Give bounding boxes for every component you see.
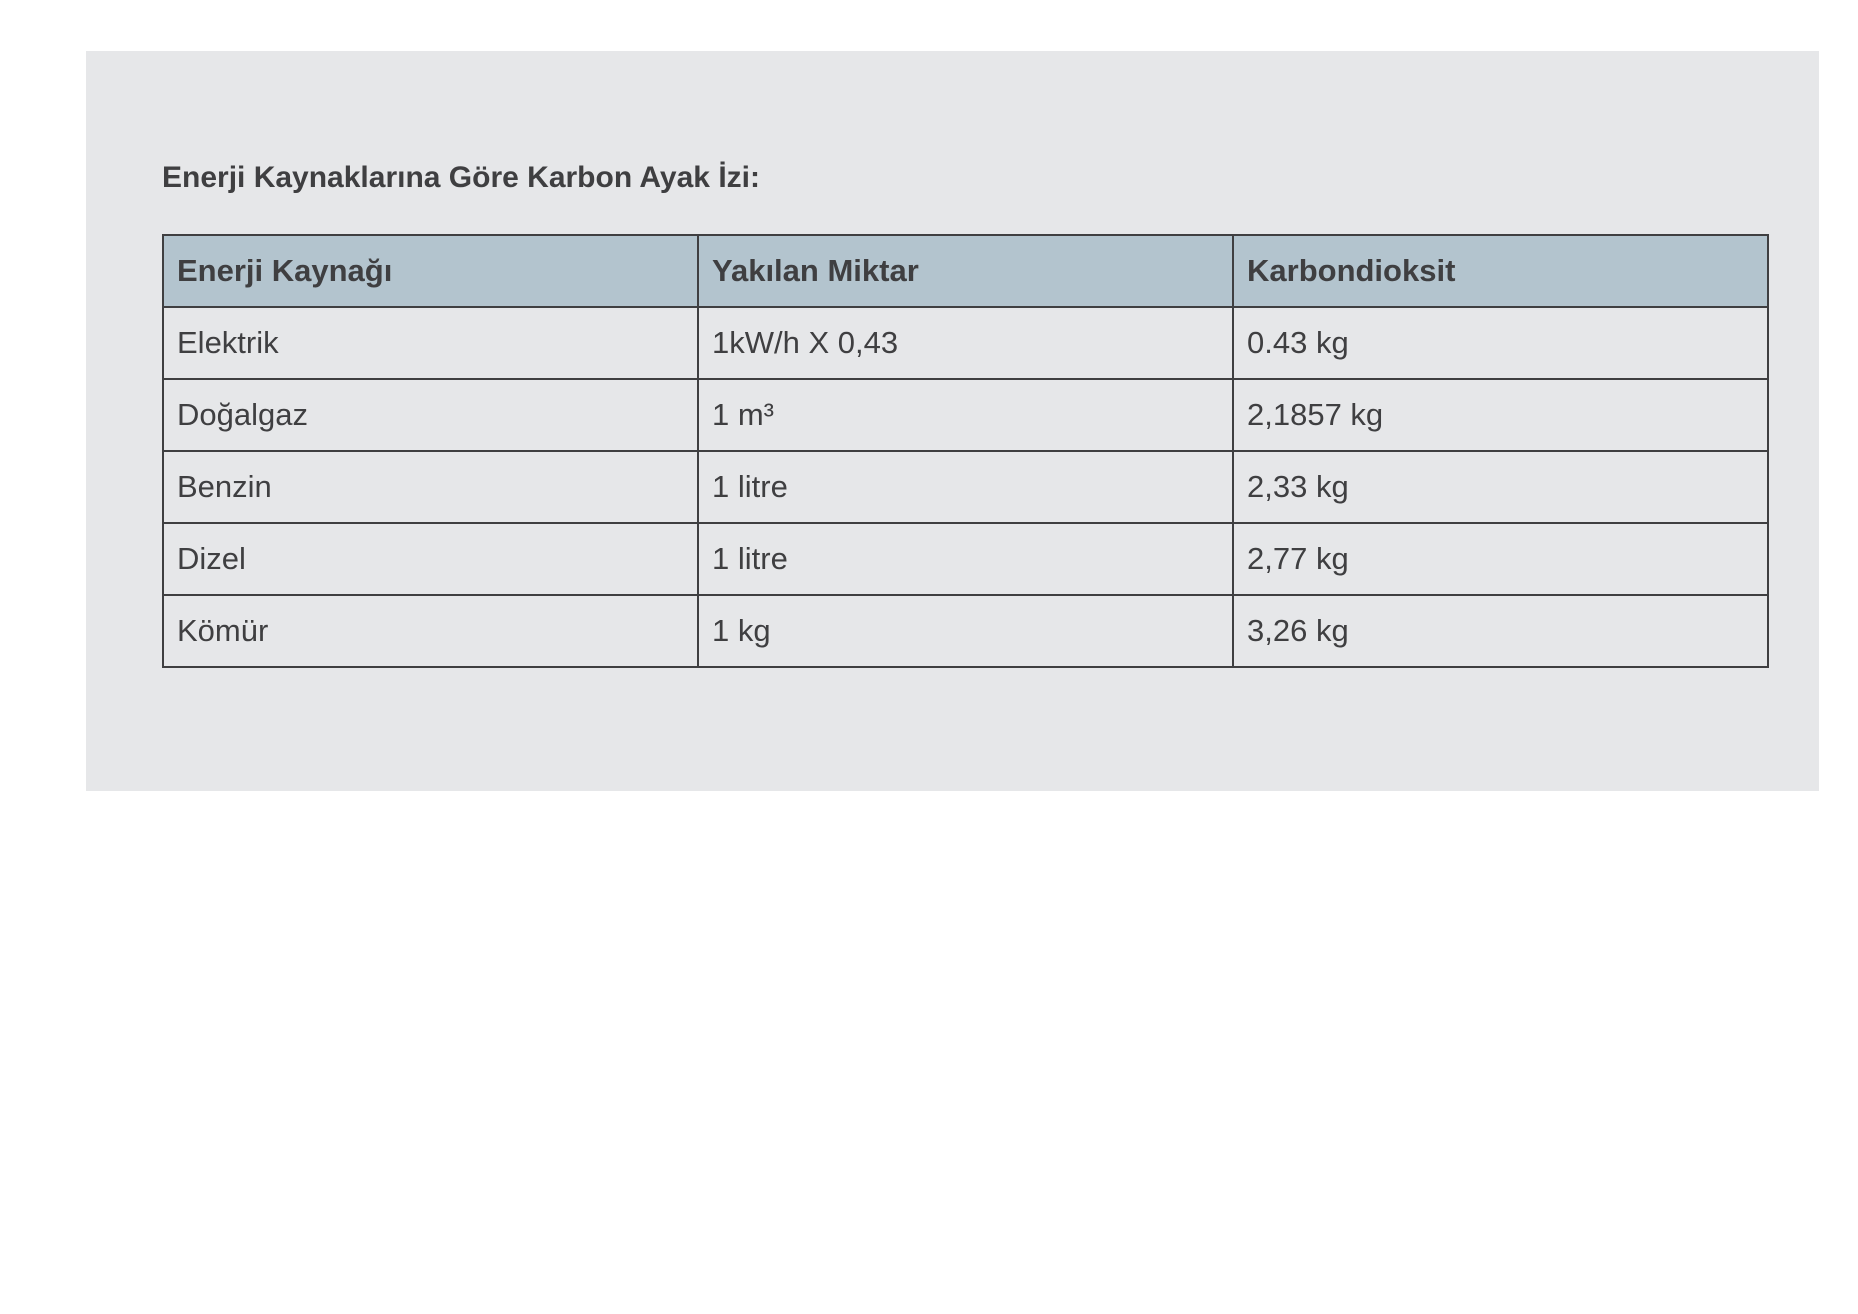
- cell-energy-source: Elektrik: [163, 307, 698, 379]
- table-row: [163, 595, 1768, 667]
- cell-carbon-dioxide: 2,1857 kg: [1233, 379, 1768, 451]
- cell-carbon-dioxide: 2,33 kg: [1233, 451, 1768, 523]
- cell-amount-burned: 1 m³: [698, 379, 1233, 451]
- cell-carbon-dioxide: 0.43 kg: [1233, 307, 1768, 379]
- table-row: [163, 379, 1768, 451]
- cell-energy-source: Kömür: [163, 595, 698, 667]
- cell-carbon-dioxide: 3,26 kg: [1233, 595, 1768, 667]
- cell-carbon-dioxide: 2,77 kg: [1233, 523, 1768, 595]
- column-header-energy-source: Enerji Kaynağı: [163, 235, 698, 307]
- cell-amount-burned: 1 litre: [698, 523, 1233, 595]
- cell-amount-burned: 1 litre: [698, 451, 1233, 523]
- table-header-row: [163, 235, 1768, 307]
- table-row: [163, 523, 1768, 595]
- cell-energy-source: Benzin: [163, 451, 698, 523]
- cell-energy-source: Doğalgaz: [163, 379, 698, 451]
- table-row: [163, 307, 1768, 379]
- table-row: [163, 451, 1768, 523]
- section-heading: Enerji Kaynaklarına Göre Karbon Ayak İzi:: [162, 161, 760, 194]
- carbon-footprint-table: [162, 234, 1769, 668]
- column-header-amount-burned: Yakılan Miktar: [698, 235, 1233, 307]
- cell-amount-burned: 1 kg: [698, 595, 1233, 667]
- cell-energy-source: Dizel: [163, 523, 698, 595]
- content-panel: [86, 51, 1819, 791]
- cell-amount-burned: 1kW/h X 0,43: [698, 307, 1233, 379]
- column-header-carbon-dioxide: Karbondioksit: [1233, 235, 1768, 307]
